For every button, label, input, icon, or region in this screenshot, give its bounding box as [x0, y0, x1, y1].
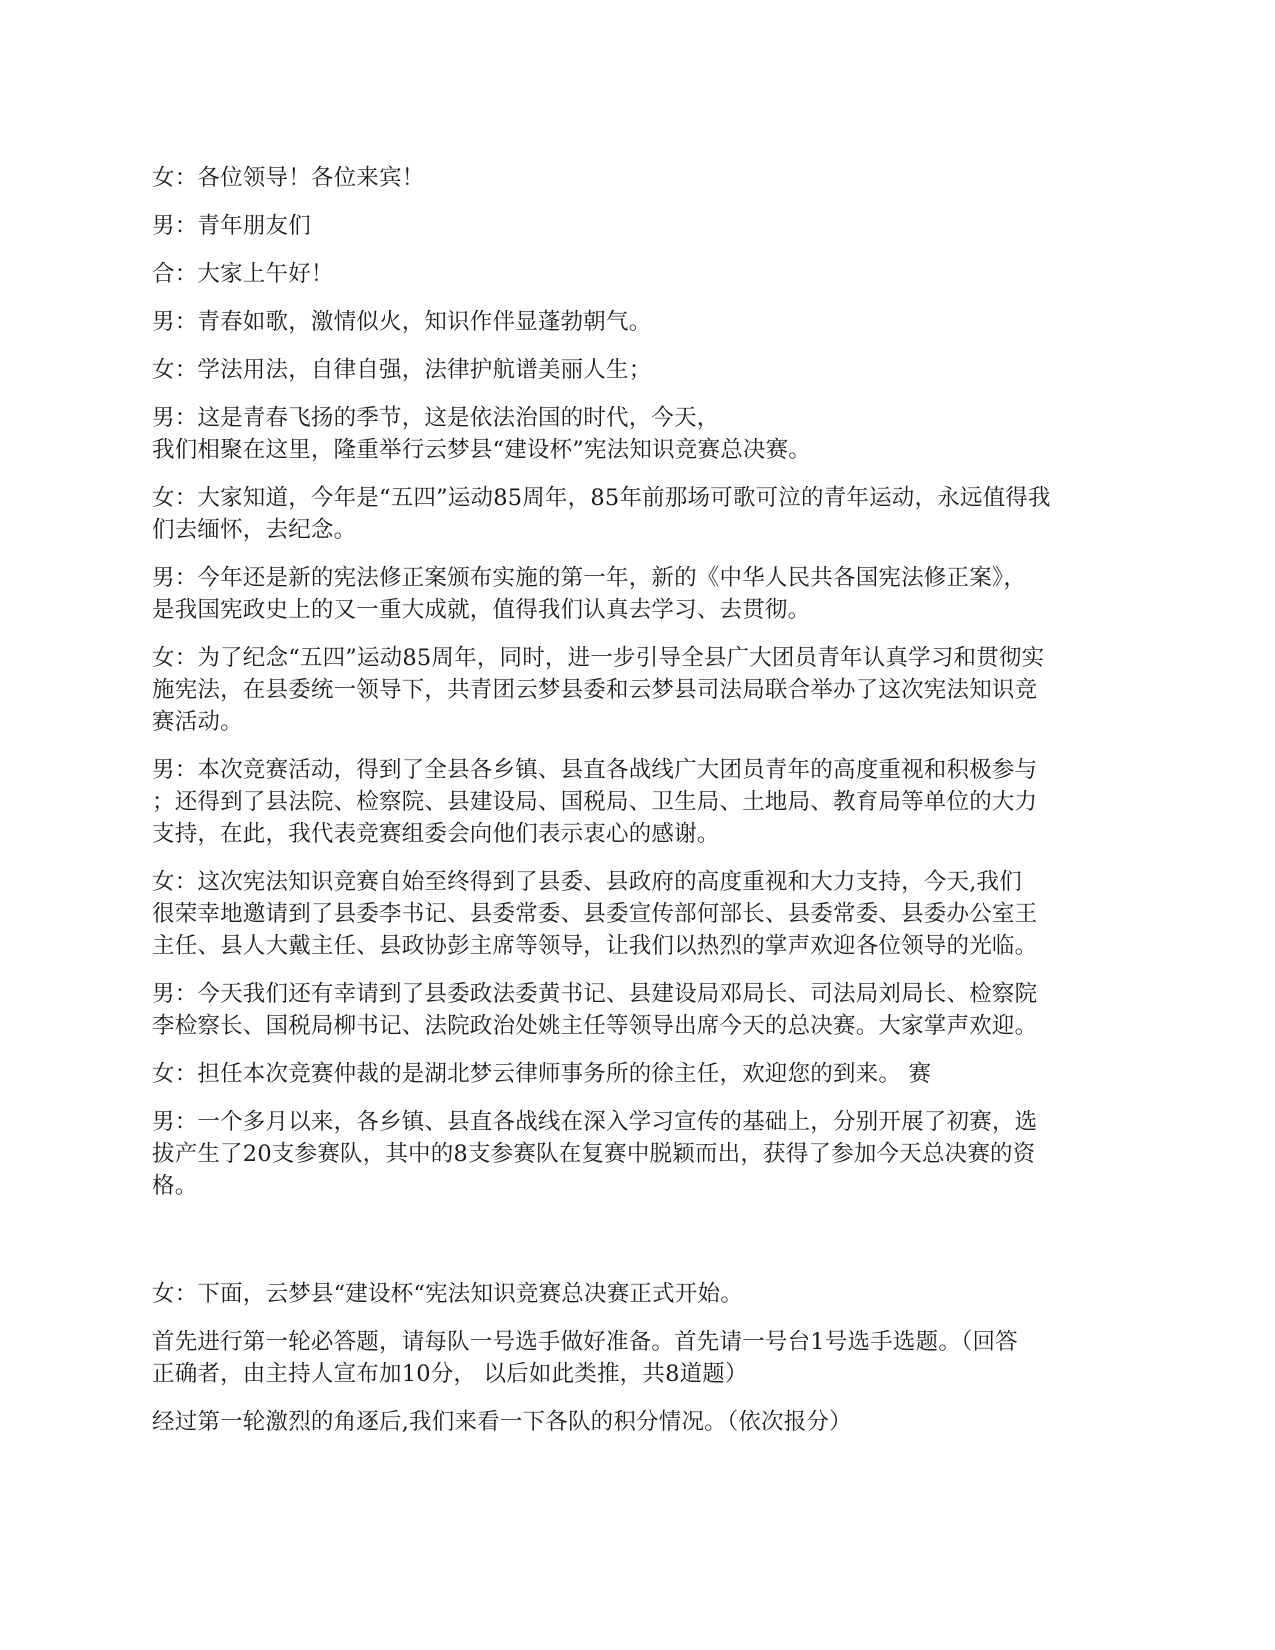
paragraph-line: 女：学法用法，自律自强，法律护航谱美丽人生； [152, 357, 652, 383]
dialogue-section-competition [152, 1278, 1127, 1438]
paragraph-line: 支持，在此，我代表竞赛组委会向他们表示衷心的感谢。 [152, 821, 720, 847]
script-paragraph [152, 1106, 1127, 1202]
paragraph-line: 们去缅怀，去纪念。 [152, 517, 357, 543]
paragraph-line: 女：这次宪法知识竞赛自始至终得到了县委、县政府的高度重视和大力支持，今天,我们 [152, 869, 1022, 895]
paragraph-line: 男：青春如歌，激情似火，知识作伴显蓬勃朝气。 [152, 309, 652, 335]
paragraph-line: 男：这是青春飞扬的季节，这是依法治国的时代，今天， [152, 405, 720, 431]
paragraph-line: 首先进行第一轮必答题，请每队一号选手做好准备。首先请一号台1号选手选题。（回答 [152, 1329, 1018, 1355]
paragraph-line: 格。 [152, 1173, 198, 1199]
section-gap [152, 1218, 1127, 1278]
script-paragraph [152, 978, 1127, 1042]
paragraph-line: 女：担任本次竞赛仲裁的是湖北梦云律师事务所的徐主任，欢迎您的到来。 赛 [152, 1061, 932, 1087]
paragraph-line: 赛活动。 [152, 709, 243, 735]
paragraph-line: 男：青年朋友们 [152, 213, 311, 239]
script-paragraph [152, 354, 1127, 386]
document-body [152, 162, 1127, 1454]
paragraph-line: 拔产生了20支参赛队，其中的8支参赛队在复赛中脱颖而出，获得了参加今天总决赛的资 [152, 1141, 1036, 1167]
script-paragraph [152, 402, 1127, 466]
script-paragraph [152, 1406, 1127, 1438]
paragraph-line: 女：为了纪念“五四”运动85周年，同时，进一步引导全县广大团员青年认真学习和贯彻实 [152, 645, 1045, 671]
script-paragraph [152, 1326, 1127, 1390]
paragraph-line: 女：各位领导！各位来宾！ [152, 165, 425, 191]
paragraph-line: 施宪法，在县委统一领导下，共青团云梦县委和云梦县司法局联合举办了这次宪法知识竞 [152, 677, 1038, 703]
paragraph-line: 很荣幸地邀请到了县委李书记、县委常委、县委宣传部何部长、县委常委、县委办公室王 [152, 901, 1038, 927]
script-paragraph [152, 210, 1127, 242]
script-paragraph [152, 866, 1127, 962]
paragraph-line: 男：今年还是新的宪法修正案颁布实施的第一年，新的《中华人民共各国宪法修正案》， [152, 565, 1027, 591]
paragraph-line: 是我国宪政史上的又一重大成就，值得我们认真去学习、去贯彻。 [152, 597, 811, 623]
paragraph-line: 主任、县人大戴主任、县政协彭主席等领导，让我们以热烈的掌声欢迎各位领导的光临。 [152, 933, 1038, 959]
paragraph-line: 合：大家上午好！ [152, 261, 334, 287]
dialogue-section-opening [152, 162, 1127, 1202]
paragraph-line: 我们相聚在这里，隆重举行云梦县“建设杯”宪法知识竞赛总决赛。 [152, 437, 812, 463]
script-paragraph [152, 1278, 1127, 1310]
script-paragraph [152, 642, 1127, 738]
script-paragraph [152, 1058, 1127, 1090]
paragraph-line: 男：今天我们还有幸请到了县委政法委黄书记、县建设局邓局长、司法局刘局长、检察院 [152, 981, 1038, 1007]
script-paragraph [152, 754, 1127, 850]
script-paragraph [152, 162, 1127, 194]
script-paragraph [152, 482, 1127, 546]
paragraph-line: 男：本次竞赛活动，得到了全县各乡镇、县直各战线广大团员青年的高度重视和积极参与 [152, 757, 1038, 783]
paragraph-line: 李检察长、国税局柳书记、法院政治处姚主任等领导出席今天的总决赛。大家掌声欢迎。 [152, 1013, 1038, 1039]
paragraph-line: 经过第一轮激烈的角逐后,我们来看一下各队的积分情况。（依次报分） [152, 1409, 852, 1435]
paragraph-line: 女：下面，云梦县“建设杯“宪法知识竞赛总决赛正式开始。 [152, 1281, 743, 1307]
script-paragraph [152, 258, 1127, 290]
paragraph-line: ；还得到了县法院、检察院、县建设局、国税局、卫生局、土地局、教育局等单位的大力 [152, 789, 1038, 815]
paragraph-line: 正确者，由主持人宣布加10分， 以后如此类推，共8道题） [152, 1361, 748, 1387]
script-paragraph [152, 562, 1127, 626]
paragraph-line: 女：大家知道，今年是“五四”运动85周年，85年前那场可歌可泣的青年运动，永远值得我 [152, 485, 1051, 511]
paragraph-line: 男：一个多月以来，各乡镇、县直各战线在深入学习宣传的基础上，分别开展了初赛，选 [152, 1109, 1038, 1135]
script-paragraph [152, 306, 1127, 338]
